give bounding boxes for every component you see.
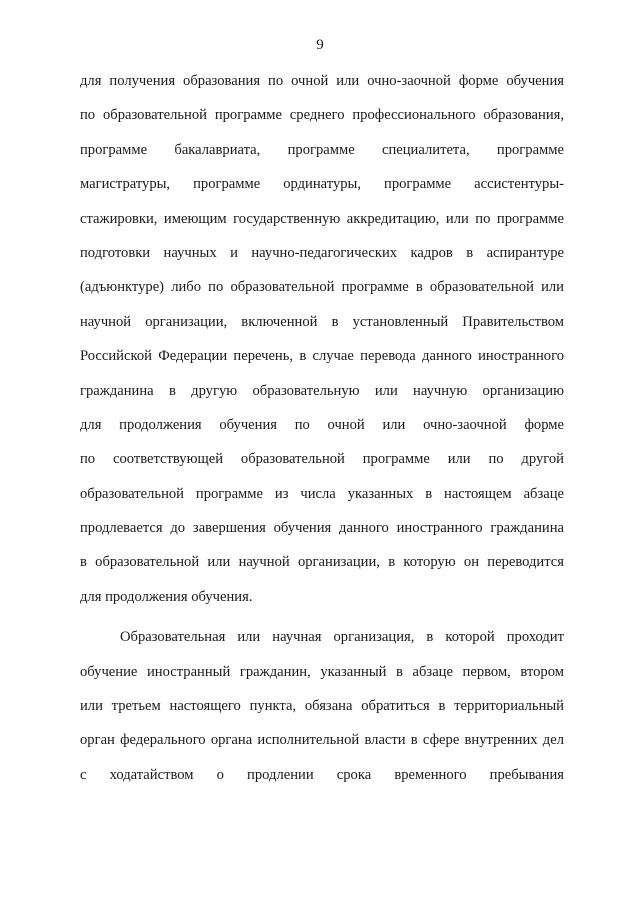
text-line: или третьем настоящего пункта, обязана обратиться в территориальный [80, 698, 564, 715]
text-line: подготовки научных и научно-педагогических кадров в аспирантуре [80, 244, 564, 261]
paragraph-2 [80, 620, 564, 792]
text-line: в образовательной или научной организации, в которую он переводится [80, 554, 564, 571]
text-line: по образовательной программе среднего профессионального образования, [80, 107, 564, 124]
text-line: (адъюнктуре) либо по образовательной программе в образовательной или [80, 279, 564, 296]
text-line: стажировки, имеющим государственную аккредитацию, или по программе [80, 210, 564, 227]
text-line: Российской Федерации перечень, в случае перевода данного иностранного [80, 348, 564, 365]
text-line: обучение иностранный гражданин, указанный в абзаце первом, втором [80, 663, 564, 680]
text-line: для получения образования по очной или очно-заочной форме обучения [80, 73, 564, 89]
text-line: для продолжения обучения по очной или очно-заочной форме [80, 416, 564, 433]
paragraph-1 [80, 64, 564, 614]
text-line: с ходатайством о продлении срока временного пребывания [80, 766, 564, 783]
text-line: программе бакалавриата, программе специалитета, программе [80, 141, 564, 158]
text-line: образовательной программе из числа указанных в настоящем абзаце [80, 485, 564, 502]
text-line: по соответствующей образовательной программе или по другой [80, 451, 564, 468]
document-body [80, 64, 564, 792]
text-line: для продолжения обучения. [80, 588, 253, 605]
text-line: научной организации, включенной в установленный Правительством [80, 313, 564, 330]
text-line: магистратуры, программе ординатуры, программе ассистентуры- [80, 176, 564, 193]
text-line: Образовательная или научная организация, в которой проходит [120, 629, 564, 646]
text-line: гражданина в другую образовательную или научную организацию [80, 382, 564, 399]
text-line: орган федерального органа исполнительной власти в сфере внутренних дел [80, 732, 564, 749]
text-line: продлевается до завершения обучения данного иностранного гражданина [80, 520, 564, 537]
page-number: 9 [316, 37, 324, 53]
